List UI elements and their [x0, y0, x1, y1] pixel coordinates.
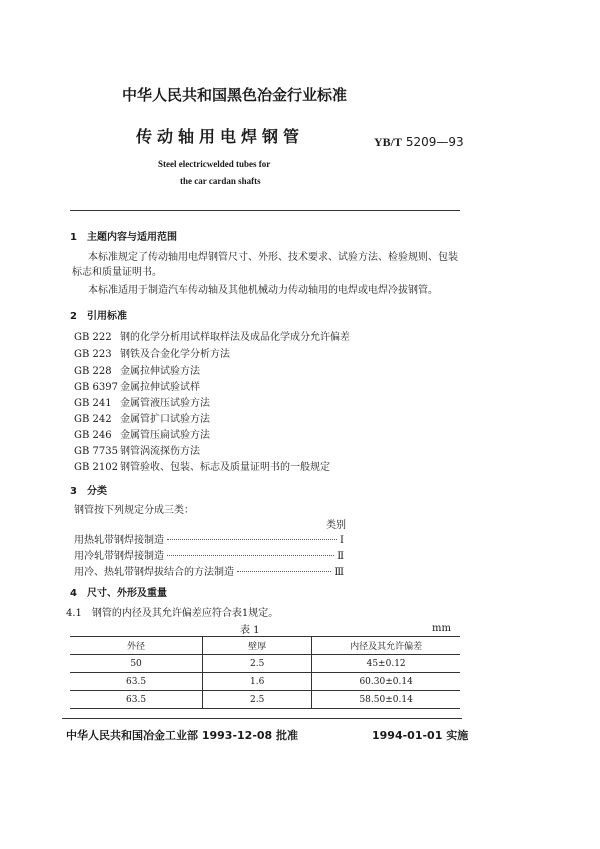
reference-item [74, 410, 210, 425]
category-row [74, 531, 344, 546]
table-cell: 58.50±0.14 [312, 691, 460, 709]
section1-heading: 1 主题内容与适用范围 [70, 232, 177, 243]
reference-title: 钢铁及合金化学分析方法 [120, 349, 230, 360]
reference-title: 钢管涡流探伤方法 [120, 446, 200, 457]
category-label: 用热轧带钢焊接制造 [74, 535, 164, 546]
table-unit: mm [432, 623, 451, 634]
section3-intro: 钢管按下列规定分成三类： [74, 505, 194, 516]
reference-title: 金属管扩口试验方法 [120, 414, 210, 425]
issuing-organization: 中华人民共和国黑色冶金行业标准 [122, 86, 348, 104]
reference-item [74, 442, 200, 457]
table-cell: 2.5 [203, 655, 312, 673]
section1-para2: 本标准适用于制造汽车传动轴及其他机械动力传动轴用的电焊或电焊冷拔钢管。 [88, 285, 438, 296]
standard-code-number: 5209—93 [405, 135, 464, 149]
reference-item [74, 362, 200, 377]
implementation-date: 1994-01-01 实施 [372, 729, 469, 742]
clause-number: 4.1 [66, 608, 82, 619]
table-caption: 表 1 [240, 625, 260, 636]
english-title-line2: the car cardan shafts [180, 176, 261, 186]
table-cell: 45±0.12 [312, 655, 460, 673]
section2-heading: 2 引用标准 [70, 311, 127, 322]
section3-heading: 3 分类 [70, 486, 107, 497]
clause-4-1 [66, 604, 278, 619]
dot-leader [167, 555, 334, 556]
reference-item [74, 426, 210, 441]
reference-code: GB 7735 [74, 446, 118, 457]
column-header-outer-diameter: 外径 [70, 637, 203, 655]
standard-code-prefix: YB/T [374, 135, 403, 149]
section1-para1: 本标准规定了传动轴用电焊钢管尺寸、外形、技术要求、试验方法、检验规则、包装标志和质量证明书。 [72, 252, 458, 278]
table-row [70, 655, 460, 673]
english-title-line1: Steel electricwelded tubes for [158, 159, 271, 169]
table-cell: 50 [70, 655, 203, 673]
reference-title: 金属拉伸试验方法 [120, 366, 200, 377]
category-row [74, 563, 344, 578]
category-value: Ⅲ [334, 567, 344, 578]
reference-title: 金属管压扁试验方法 [120, 430, 210, 441]
dimension-table [70, 636, 460, 709]
reference-title: 金属管液压试验方法 [120, 398, 210, 409]
reference-title: 金属拉伸试验试样 [120, 382, 200, 393]
category-label: 用冷、热轧带钢焊拔结合的方法制造 [74, 567, 234, 578]
approval-statement: 中华人民共和国冶金工业部 1993-12-08 批准 [66, 729, 299, 742]
reference-code: GB 6397 [74, 382, 118, 393]
column-header-wall-thickness: 壁厚 [203, 637, 312, 655]
table-cell: 60.30±0.14 [312, 673, 460, 691]
reference-item [74, 394, 210, 409]
dot-leader [237, 571, 331, 572]
reference-item [74, 345, 230, 360]
reference-title: 钢的化学分析用试样取样法及成品化学成分允许偏差 [120, 332, 350, 343]
category-value: Ⅰ [340, 535, 344, 546]
category-column-label: 类别 [326, 520, 346, 531]
reference-code: GB 2102 [74, 462, 118, 473]
column-header-inner-diameter: 内径及其允许偏差 [312, 637, 460, 655]
reference-title: 钢管验收、包装、标志及质量证明书的一般规定 [120, 462, 330, 473]
section4-heading: 4 尺寸、外形及重量 [70, 588, 167, 599]
reference-code: GB 222 [74, 332, 112, 343]
table-row [70, 673, 460, 691]
reference-code: GB 241 [74, 398, 112, 409]
reference-item [74, 378, 200, 393]
reference-code: GB 246 [74, 430, 112, 441]
table-cell: 63.5 [70, 673, 203, 691]
reference-code: GB 228 [74, 366, 112, 377]
reference-item [74, 328, 350, 343]
reference-code: GB 242 [74, 414, 112, 425]
category-label: 用冷轧带钢焊接制造 [74, 551, 164, 562]
table-cell: 2.5 [203, 691, 312, 709]
standard-code [374, 135, 464, 150]
header-divider [70, 210, 460, 211]
reference-code: GB 223 [74, 349, 112, 360]
category-value: Ⅱ [337, 551, 344, 562]
table-header-row [70, 637, 460, 655]
table-cell: 1.6 [203, 673, 312, 691]
reference-item [74, 458, 330, 473]
table-row [70, 691, 460, 709]
table-cell: 63.5 [70, 691, 203, 709]
clause-text: 钢管的内径及其允许偏差应符合表1规定。 [91, 608, 279, 619]
footer-divider [62, 718, 462, 719]
document-title: 传动轴用电焊钢管 [136, 127, 305, 146]
category-row [74, 547, 344, 562]
dot-leader [167, 539, 337, 540]
